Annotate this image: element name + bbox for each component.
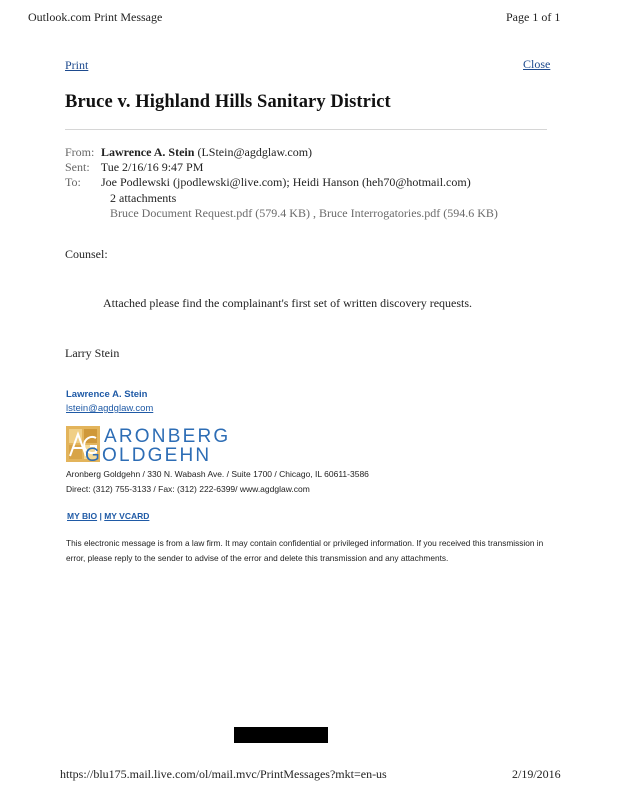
page-number: Page 1 of 1 [506, 10, 561, 24]
confidentiality-disclaimer: This electronic message is from a law firm. It may contain confidential or privileged information. If you received this transmission in error, please reply to the sender to advise of the error and delete this transmission and any attachments. [66, 538, 544, 563]
recipients: Joe Podlewski (jpodlewski@live.com); Heidi Hanson (heh70@hotmail.com) [101, 175, 471, 189]
my-bio-link[interactable]: MY BIO [67, 511, 98, 521]
footer-url: https://blu175.mail.live.com/ol/mail.mvc/PrintMessages?mkt=en-us [60, 767, 387, 781]
to-row [65, 175, 471, 190]
attachments-list[interactable]: Bruce Document Request.pdf (579.4 KB) , Bruce Interrogatories.pdf (594.6 KB) [110, 206, 498, 220]
message-subject: Bruce v. Highland Hills Sanitary District [65, 92, 391, 112]
attachments-count: 2 attachments [110, 191, 177, 205]
from-row [65, 145, 312, 160]
footer-date: 2/19/2016 [512, 767, 561, 781]
print-link[interactable]: Print [65, 58, 89, 72]
subject-divider [65, 129, 547, 130]
sender-email: (LStein@agdglaw.com) [197, 145, 313, 159]
logo-text-aronberg: ARONBERG [104, 426, 231, 447]
sent-row [65, 160, 203, 175]
my-vcard-link[interactable]: MY VCARD [104, 511, 150, 521]
closing-name: Larry Stein [65, 346, 120, 360]
sent-label: Sent: [65, 160, 90, 174]
print-header-title: Outlook.com Print Message [28, 10, 163, 24]
firm-address: Aronberg Goldgehn / 330 N. Wabash Ave. / Suite 1700 / Chicago, IL 60611-3586 [66, 469, 369, 479]
sent-date: Tue 2/16/16 9:47 PM [100, 160, 204, 174]
sender-name: Lawrence A. Stein [101, 145, 195, 159]
from-label: From: [65, 145, 95, 159]
redaction-bar [234, 727, 328, 743]
to-label: To: [65, 175, 81, 189]
close-link[interactable]: Close [523, 57, 551, 71]
salutation: Counsel: [65, 247, 108, 261]
link-separator: | [99, 511, 102, 521]
signature-name: Lawrence A. Stein [66, 389, 148, 400]
firm-phone: Direct: (312) 755-3133 / Fax: (312) 222-6399/ www.agdglaw.com [66, 484, 310, 494]
body-paragraph: Attached please find the complainant's first set of written discovery requests. [103, 296, 473, 310]
logo-text-goldgehn: GOLDGEHN [85, 445, 212, 466]
signature-email-link[interactable]: lstein@agdglaw.com [66, 403, 154, 414]
signature-links [67, 511, 149, 521]
